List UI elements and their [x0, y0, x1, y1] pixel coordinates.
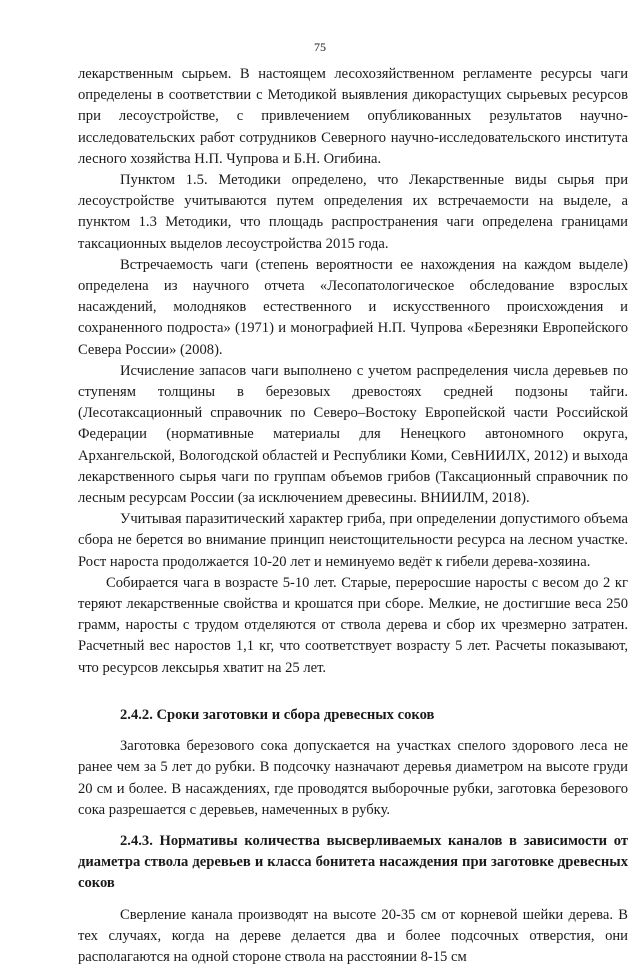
section-heading-2-4-2: 2.4.2. Сроки заготовки и сбора древесных соков	[120, 706, 435, 723]
paragraph-intro-1: лекарственным сырьем. В настоящем лесохозяйственном регламенте ресурсы чаги определены в соответствии с Методикой выявления дикорастущих сырьевых ресурсов при лесоустройстве, с привлечением опубликованных результатов научно-исследовательских работ сотрудников Северного научно-исследовательского института лесного хозяйства Н.П. Чупрова и Б.Н. Огибина.	[78, 66, 628, 167]
paragraph-2-4-2: Заготовка березового сока допускается на участках спелого здорового леса не ранее чем за 5 лет до рубки. В подсочку назначают деревья диаметром на высоте груди 20 см и более. В насаждениях, где проводятся выборочные рубки, заготовка березового сока разрешается с деревьев, намеченных в рубку.	[78, 738, 628, 818]
page-bottom-edge	[0, 892, 640, 905]
paragraph-2-4-3: Сверление канала производят на высоте 20-35 см от корневой шейки дерева. В тех случаях, когда на дереве делается два и более подсочных отверстия, они располагаются на одной стороне ствола на расстоянии 8-15 см	[78, 906, 628, 965]
paragraph-intro-5: Учитывая паразитический характер гриба, при определении допустимого объема сбора не берется во внимание принцип неистощительности ресурса на лесном участке. Рост нароста продолжается 10-20 лет и неминуемо ведёт к гибели дерева-хозяина.	[78, 511, 628, 570]
section-2-4-2	[78, 705, 628, 821]
paragraph-intro-3: Встречаемость чаги (степень вероятности ее нахождения на каждом выделе) определена из научного отчета «Лесопатологическое обследование взрослых насаждений, молодняков естественного и искусственного происхождения и сохраненного подроста» (1971) и монографией Н.П. Чупрова «Березняки Европейского Севера России» (2008).	[78, 256, 628, 358]
paragraph-intro-6: Собирается чага в возрасте 5-10 лет. Старые, переросшие наросты с весом до 2 кг теряют лекарственные свойства и крошатся при сборе. Мелкие, не достигшие веса 250 грамм, наросты с трудом отделяются от ствола дерева и сбор их чрезмерно затратен. Расчетный вес наростов 1,1 кг, что соответствует возрасту 5 лет. Расчеты показывают, что ресурсов лексырья хватит на 25 лет.	[78, 574, 628, 676]
section-heading-2-4-3: 2.4.3. Нормативы количества высверливаемых каналов в зависимости от диаметра ствола деревьев и класса бонитета насаждения при заготовке древесных соков	[78, 832, 628, 892]
page-number: 75	[314, 40, 326, 54]
paragraph-intro-4: Исчисление запасов чаги выполнено с учетом распределения числа деревьев по ступеням толщины в березовых древостоях средней подзоны тайги. (Лесотаксационный справочник по Северо–Востоку Европейской части Российской Федерации (нормативные материалы для Ненецкого автономного округа, Архангельской, Вологодской областей и Республики Коми, СевНИИЛХ, 2012) и выхода лекарственного сырья чаги по группам объемов грибов (Таксационный справочник по лесным ресурсам России (за исключением древесины. ВНИИЛМ, 2018).	[78, 362, 628, 507]
paragraph-intro-2: Пунктом 1.5. Методики определено, что Лекарственные виды сырья при лесоустройстве учитываются путем определения их встречаемости на выделе, а пунктом 1.3 Методики, что площадь распространения чаги определена границами таксационных выделов лесоустройства 2015 года.	[78, 172, 628, 252]
page-content	[78, 64, 628, 968]
